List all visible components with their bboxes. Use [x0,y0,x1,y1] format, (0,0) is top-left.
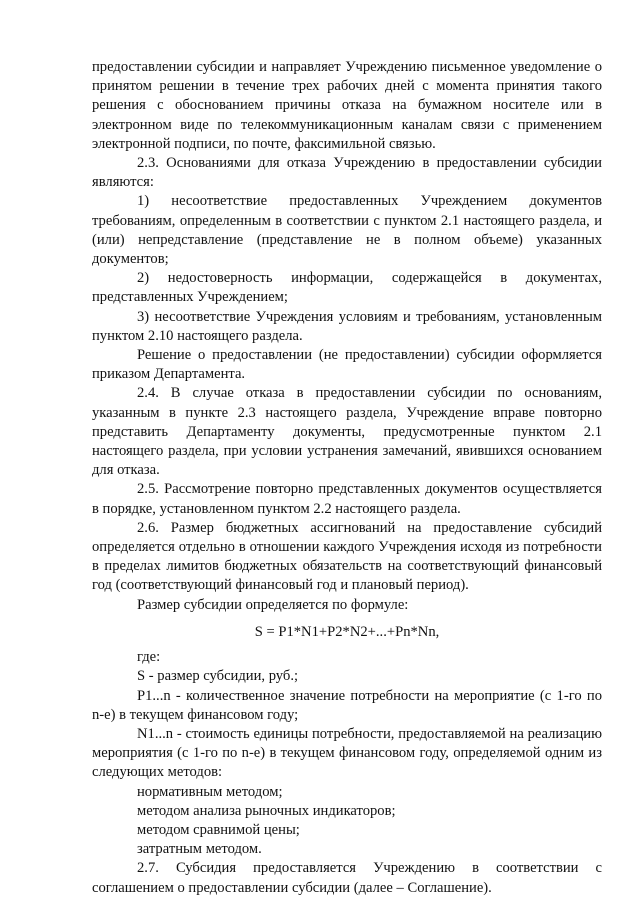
paragraph-decision: Решение о предоставлении (не предоставлении) субсидии оформляется приказом Департамента. [92,347,602,383]
paragraph-2-4: 2.4. В случае отказа в предоставлении субсидии по основаниям, указанным в пункте 2.3 настоящего раздела, Учреждение вправе повторно представить Департаменту документы, предусмотренные пунктом 2.1 настоящего раздела, при условии устранения замечаний, явившихся основанием для отказа. [92,385,602,479]
paragraph-2-6: 2.6. Размер бюджетных ассигнований на предоставление субсидий определяется отдельно в отношении каждого Учреждения исходя из потребности в пределах лимитов бюджетных обязательств на соответствующий финансовый год (соответствующий финансовый год и плановый период). [92,519,602,594]
definition-p: P1...n - количественное значение потребности на мероприятие (с 1-го по n-е) в текущем финансовом году; [92,687,602,723]
method-normative: нормативным методом; [137,783,283,800]
list-item-2-3-1: 1) несоответствие предоставленных Учреждением документов требованиям, определенным в соответствии с пунктом 2.1 настоящего раздела, и (или) непредставление (представление не в полном объеме) указанных документов; [92,193,602,268]
paragraph-2-3: 2.3. Основаниями для отказа Учреждению в предоставлении субсидии являются: [92,155,602,191]
formula: S = P1*N1+P2*N2+...+Pn*Nn, [254,623,440,640]
paragraph-where: где: [137,649,161,666]
document-page [92,58,602,898]
paragraph-2-5: 2.5. Рассмотрение повторно представленных документов осуществляется в порядке, установленном пунктом 2.2 настоящего раздела. [92,481,602,517]
method-market-analysis: методом анализа рыночных индикаторов; [137,802,396,819]
method-comparable-price: методом сравнимой цены; [137,821,300,838]
list-item-2-3-3: 3) несоответствие Учреждения условиям и требованиям, установленным пунктом 2.10 настоящего раздела. [92,308,602,344]
definition-s: S - размер субсидии, руб.; [137,668,299,685]
list-item-2-3-2: 2) недостоверность информации, содержащейся в документах, представленных Учреждением; [92,270,602,306]
method-cost: затратным методом. [137,841,262,858]
paragraph-refusal-notice: предоставлении субсидии и направляет Учреждению письменное уведомление о принятом решении в течение трех рабочих дней с момента принятия такого решения с обоснованием причины отказа на бумажном носителе или в электронном виде по телекоммуникационным каналам связи с применением электронной подписи, по почте, факсимильной связью. [92,59,602,152]
definition-n: N1...n - стоимость единицы потребности, предоставляемой на реализацию мероприятия (с 1-го по n-е) в текущем финансовом году, определяемой одним из следующих методов: [92,725,602,781]
paragraph-formula-intro: Размер субсидии определяется по формуле: [137,596,409,613]
paragraph-2-7: 2.7. Субсидия предоставляется Учреждению в соответствии с соглашением о предоставлении субсидии (далее – Соглашение). [92,860,602,896]
